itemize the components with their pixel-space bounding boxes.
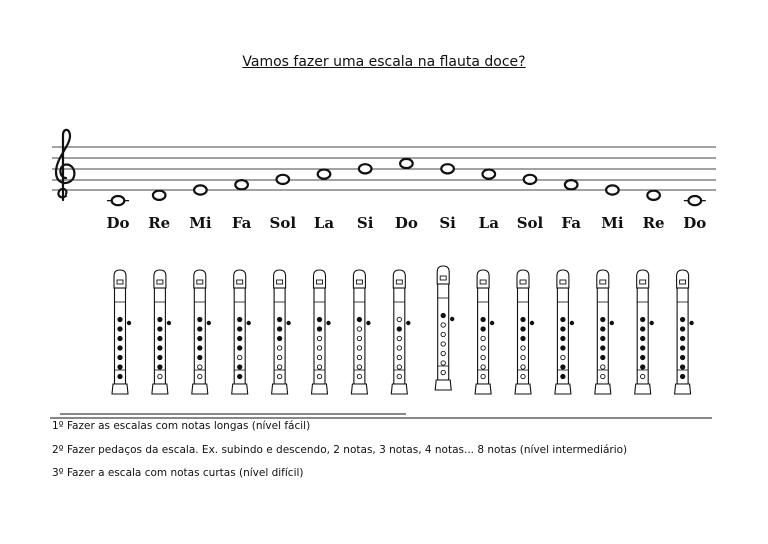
note-label: Sol [269, 214, 297, 232]
whole-note [606, 185, 619, 194]
instruction-2: 2º Fazer pedaços da escala. Ex. subindo e descendo, 2 notas, 3 notas, 4 notas... 8 notas (nível intermediário) [52, 444, 628, 456]
whole-note [400, 159, 413, 168]
recorder-icon [675, 270, 694, 394]
note-label: La [478, 214, 499, 232]
staff-lines [52, 147, 716, 190]
recorder-icon [475, 270, 494, 394]
whole-note [235, 180, 248, 189]
recorder-icon [192, 270, 211, 394]
note-heads [107, 159, 706, 205]
recorder-icon [112, 270, 131, 394]
note-label: Mi [189, 214, 212, 232]
instruction-1: 1º Fazer as escalas com notas longas (nível fácil) [52, 420, 311, 432]
whole-note [112, 196, 125, 205]
recorder-icon [435, 266, 454, 390]
recorder-icon [595, 270, 614, 394]
recorder-icon [635, 270, 654, 394]
whole-note [318, 170, 331, 179]
whole-note [565, 180, 578, 189]
recorder-icon [152, 270, 171, 394]
recorder-icon [232, 270, 251, 394]
note-label: Fa [561, 214, 581, 232]
note-label: Re [642, 214, 665, 232]
note-label: Sol [516, 214, 544, 232]
whole-note [359, 164, 372, 173]
note-label: Do [683, 214, 707, 232]
recorder-icon [312, 270, 331, 394]
recorder-diagrams [112, 266, 693, 394]
whole-note [441, 164, 454, 173]
note-label: La [313, 214, 335, 232]
page-title: Vamos fazer uma escala na flauta doce? [242, 54, 526, 70]
note-label: Re [148, 214, 171, 232]
note-label: Do [106, 214, 130, 232]
recorder-icon [555, 270, 574, 394]
recorder-icon [272, 270, 291, 394]
treble-clef-icon [56, 130, 74, 200]
recorder-icon [391, 270, 410, 394]
whole-note [277, 175, 290, 184]
whole-note [153, 191, 166, 200]
whole-note [689, 196, 702, 205]
recorder-icon [351, 270, 370, 394]
note-label: Do [394, 214, 418, 232]
recorder-icon [515, 270, 534, 394]
note-label: Mi [601, 214, 624, 232]
whole-note [647, 191, 660, 200]
instruction-3: 3º Fazer a escala com notas curtas (nível difícil) [52, 467, 304, 479]
note-labels [106, 214, 706, 232]
whole-note [194, 185, 207, 194]
whole-note [483, 170, 496, 179]
note-label: Fa [231, 214, 252, 232]
note-label: Si [439, 214, 456, 232]
note-label: Si [356, 214, 374, 232]
whole-note [524, 175, 537, 184]
